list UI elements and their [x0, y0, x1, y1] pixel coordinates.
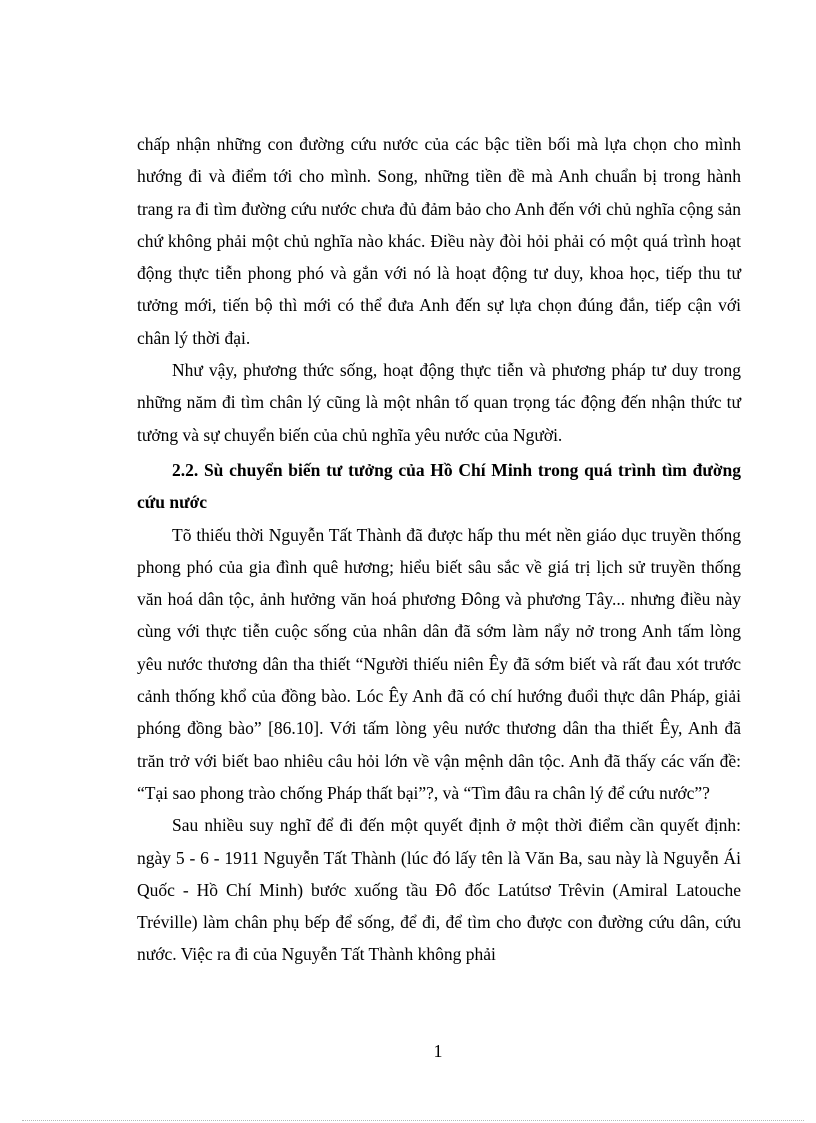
paragraph-summary: Như vậy, phương thức sống, hoạt động thực tiễn và phương pháp tư duy trong những năm đi tìm chân lý cũng là một nhân tố quan trọng tác động đến nhận thức tư tưởng và sự chuyển biến của chủ nghĩa yêu nước của Người.: [137, 360, 741, 445]
page-body: [137, 128, 741, 971]
section-heading: 2.2. Sù chuyển biến tư tưởng của Hồ Chí Minh trong quá trình tìm đường cứu nước: [137, 459, 741, 513]
paragraph-continuation: chấp nhận những con đường cứu nước của các bậc tiền bối mà lựa chọn cho mình hướng đi và điểm tới cho mình. Song, những tiền đề mà Anh chuẩn bị trong hành trang ra đi tìm đường cứu nước chưa đủ đảm bảo cho Anh đến với chủ nghĩa cộng sản chứ không phải một chủ nghĩa nào khác. Điều này đòi hỏi phải có một quá trình hoạt động thực tiễn phong phó và gắn với nó là hoạt động tư duy, khoa học, tiếp thu tư tưởng mới, tiến bộ thì mới có thể đưa Anh đến sự lựa chọn đúng đắn, tiếp cận với chân lý thời đại.: [137, 134, 741, 348]
footer-divider: [22, 1120, 804, 1121]
paragraph-departure: Sau nhiều suy nghĩ để đi đến một quyết định ở một thời điểm cần quyết định: ngày 5 - 6 - 1911 Nguyễn Tất Thành (lúc đó lấy tên là Văn Ba, sau này là Nguyễn Ái Quốc - Hồ Chí Minh) bước xuống tầu Đô đốc Latútsơ Trêvin (Amiral Latouche Tréville) làm chân phụ bếp để sống, để đi, để tìm cho được con đường cứu dân, cứu nước. Việc ra đi của Nguyễn Tất Thành không phải: [137, 815, 741, 965]
paragraph-youth: Tõ thiếu thời Nguyễn Tất Thành đã được hấp thu mét nền giáo dục truyền thống phong phó của gia đình quê hương; hiểu biết sâu sắc về giá trị lịch sử truyền thống văn hoá dân tộc, ảnh hưởng văn hoá phương Đông và phương Tây... nhưng điều này cùng với thực tiễn cuộc sống của nhân dân đã sớm làm nẩy nở trong Anh tấm lòng yêu nước thương dân tha thiết “Người thiếu niên Êy đã sớm biết và rất đau xót trước cảnh thống khổ của đồng bào. Lóc Êy Anh đã có chí hướng đuổi thực dân Pháp, giải phóng đồng bào” [86.10]. Với tấm lòng yêu nước thương dân tha thiết Êy, Anh đã trăn trở với biết bao nhiêu câu hỏi lớn về vận mệnh dân tộc. Anh đã thấy các vấn đề: “Tại sao phong trào chống Pháp thất bại”?, và “Tìm đâu ra chân lý để cứu nước”?: [137, 524, 741, 803]
page-number: 1: [433, 1041, 443, 1061]
